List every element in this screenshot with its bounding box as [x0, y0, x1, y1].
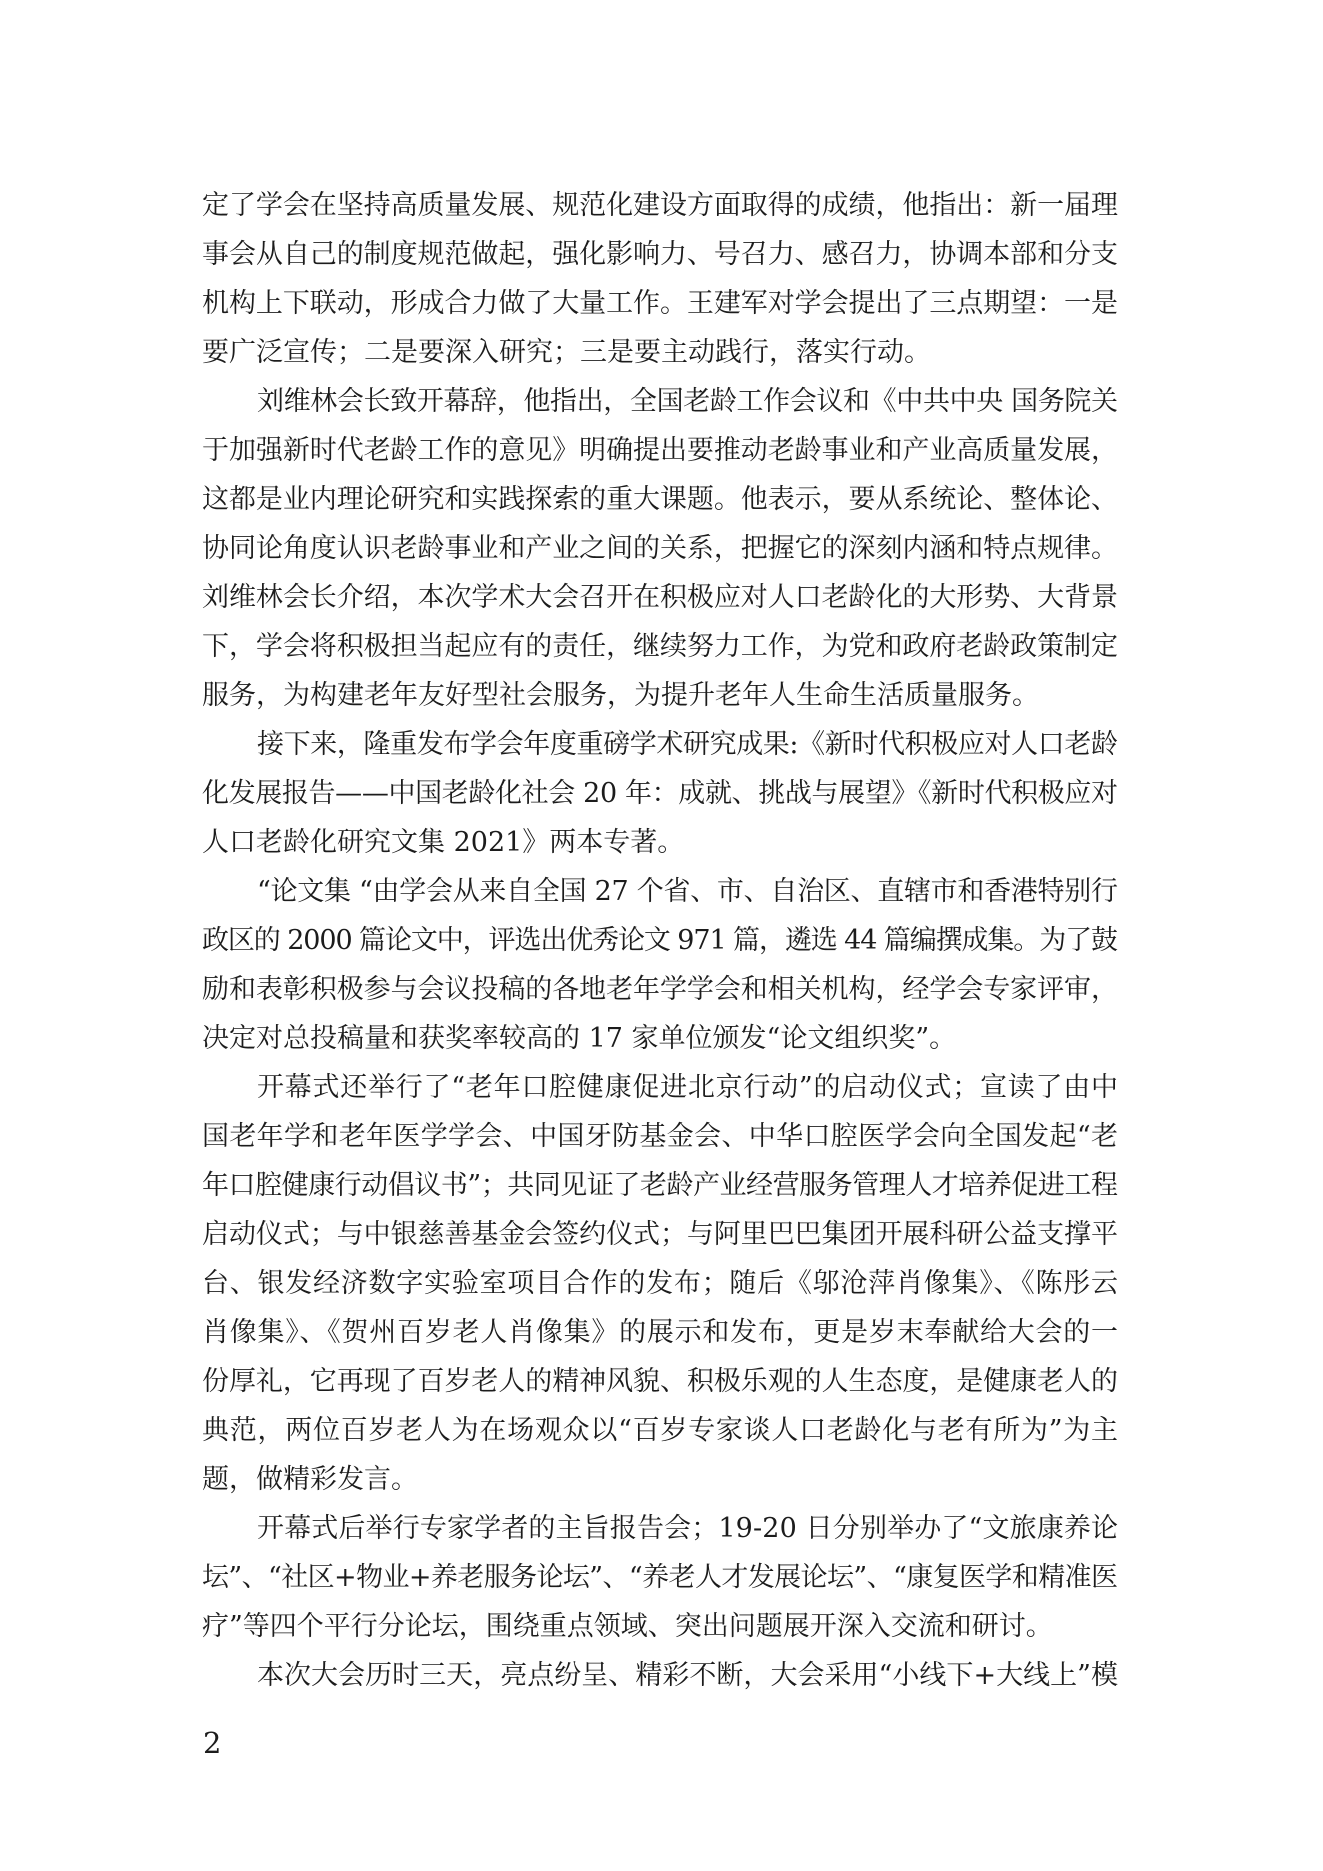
text-line: 接下来，隆重发布学会年度重磅学术研究成果:《新时代积极应对人口老龄 [257, 729, 1118, 760]
text-line: 下，学会将积极担当起应有的责任，继续努力工作，为党和政府老龄政策制定 [202, 631, 1118, 662]
text-line: 题，做精彩发言。 [202, 1464, 418, 1495]
text-line: 政区的 2000 篇论文中，评选出优秀论文 971 篇，遴选 44 篇编撰成集。为了鼓 [202, 925, 1118, 956]
text-line: 疗”等四个平行分论坛，围绕重点领域、突出问题展开深入交流和研讨。 [202, 1611, 1053, 1642]
text-line: 典范，两位百岁老人为在场观众以“百岁专家谈人口老龄化与老有所为”为主 [202, 1415, 1118, 1446]
text-line: 服务，为构建老年友好型社会服务，为提升老年人生命生活质量服务。 [202, 680, 1039, 711]
page-number: 2 [203, 1726, 222, 1760]
text-line: 份厚礼，它再现了百岁老人的精神风貌、积极乐观的人生态度，是健康老人的 [202, 1366, 1118, 1397]
text-line: 刘维林会长介绍，本次学术大会召开在积极应对人口老龄化的大形势、大背景 [202, 582, 1118, 613]
text-line: 本次大会历时三天，亮点纷呈、精彩不断，大会采用“小线下+大线上”模 [257, 1660, 1118, 1691]
text-line: 这都是业内理论研究和实践探索的重大课题。他表示，要从系统论、整体论、 [202, 484, 1118, 515]
text-line: 定了学会在坚持高质量发展、规范化建设方面取得的成绩，他指出：新一届理 [202, 190, 1118, 221]
text-line: 化发展报告——中国老龄化社会 20 年：成就、挑战与展望》《新时代积极应对 [202, 778, 1118, 809]
text-line: 人口老龄化研究文集 2021》两本专著。 [202, 827, 685, 858]
text-line: 坛”、“社区+物业+养老服务论坛”、“养老人才发展论坛”、“康复医学和精准医 [202, 1562, 1118, 1593]
text-line: 励和表彰积极参与会议投稿的各地老年学学会和相关机构，经学会专家评审， [202, 974, 1118, 1005]
text-line: 台、银发经济数字实验室项目合作的发布；随后《邬沧萍肖像集》、《陈彤云 [202, 1268, 1118, 1299]
text-line: 开幕式还举行了“老年口腔健康促进北京行动”的启动仪式；宣读了由中 [257, 1072, 1118, 1103]
text-line: 年口腔健康行动倡议书”；共同见证了老龄产业经营服务管理人才培养促进工程 [202, 1170, 1118, 1201]
text-line: 启动仪式；与中银慈善基金会签约仪式；与阿里巴巴集团开展科研公益支撑平 [202, 1219, 1118, 1250]
text-line: 国老年学和老年医学学会、中国牙防基金会、中华口腔医学会向全国发起“老 [202, 1121, 1118, 1152]
text-line: “论文集 “由学会从来自全国 27 个省、市、自治区、直辖市和香港特别行 [257, 876, 1118, 907]
page-text-block [202, 183, 1118, 1723]
text-line: 刘维林会长致开幕辞，他指出，全国老龄工作会议和《中共中央 国务院关 [257, 386, 1118, 417]
text-line: 机构上下联动，形成合力做了大量工作。王建军对学会提出了三点期望：一是 [202, 288, 1118, 319]
text-line: 要广泛宣传；二是要深入研究；三是要主动践行，落实行动。 [202, 337, 931, 368]
text-line: 协同论角度认识老龄事业和产业之间的关系，把握它的深刻内涵和特点规律。 [202, 533, 1118, 564]
text-line: 事会从自己的制度规范做起，强化影响力、号召力、感召力，协调本部和分支 [202, 239, 1118, 270]
text-line: 开幕式后举行专家学者的主旨报告会；19-20 日分别举办了“文旅康养论 [257, 1513, 1118, 1544]
text-line: 于加强新时代老龄工作的意见》明确提出要推动老龄事业和产业高质量发展， [202, 435, 1118, 466]
text-line: 肖像集》、《贺州百岁老人肖像集》的展示和发布，更是岁末奉献给大会的一 [202, 1317, 1118, 1348]
text-line: 决定对总投稿量和获奖率较高的 17 家单位颁发“论文组织奖”。 [202, 1023, 957, 1054]
